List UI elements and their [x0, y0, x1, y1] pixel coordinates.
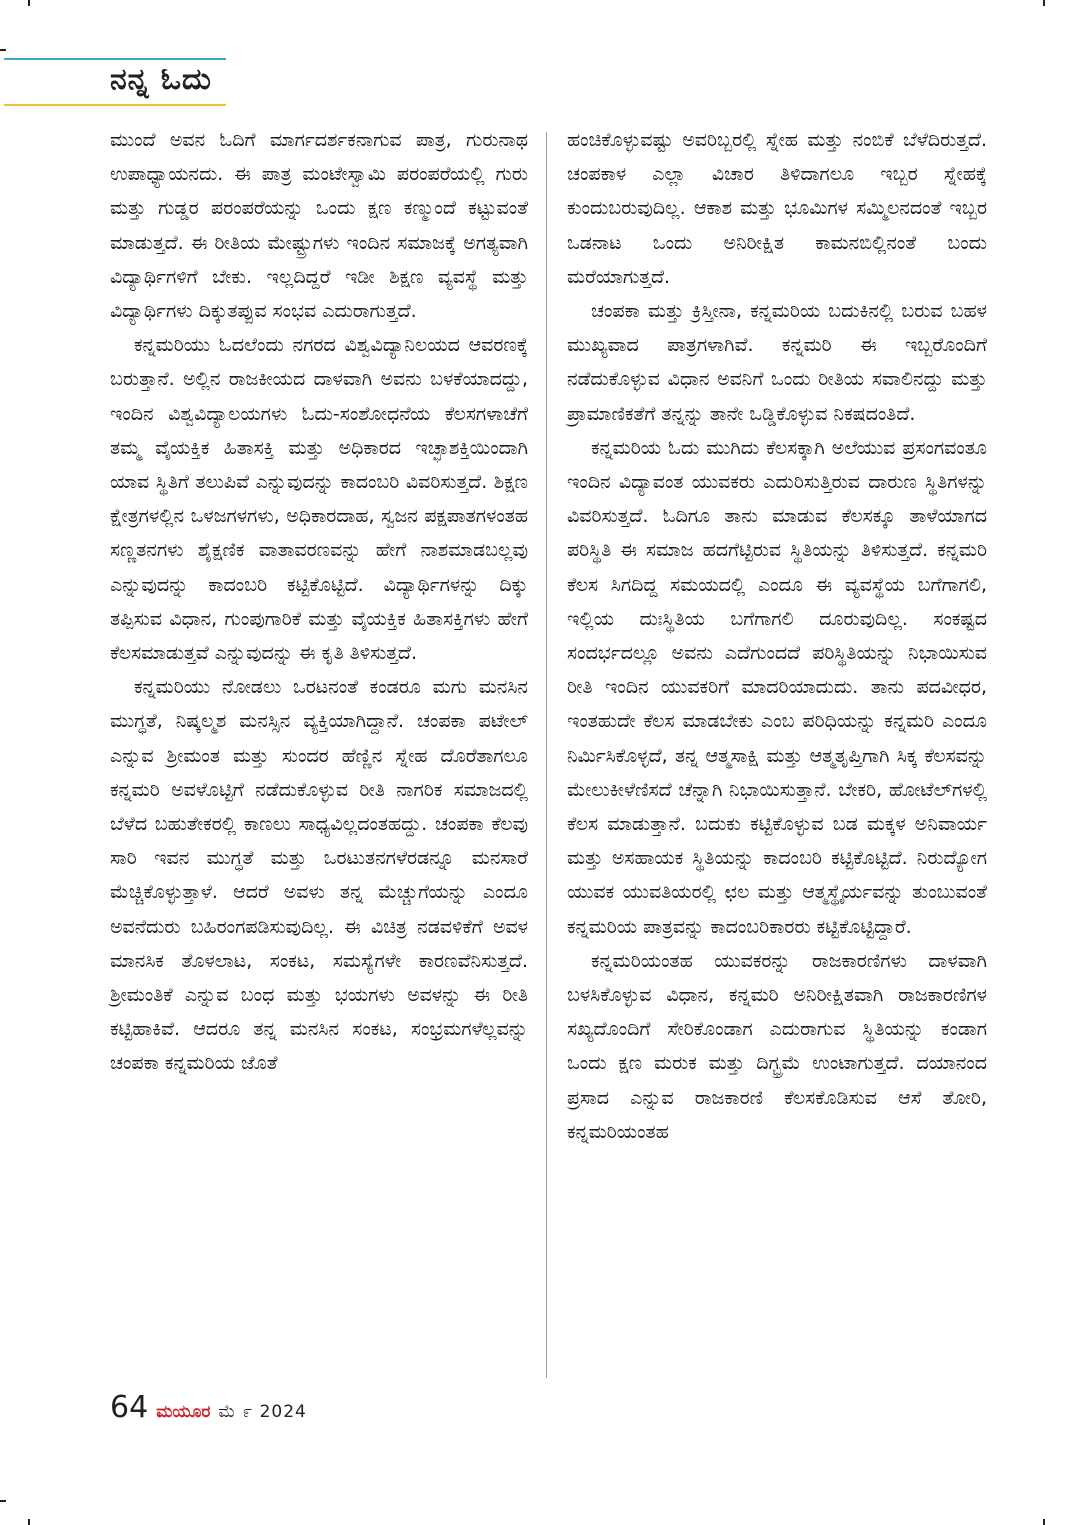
crop-mark: [1043, 1519, 1045, 1525]
paragraph: ಹಂಚಿಕೊಳ್ಳುವಷ್ಟು ಅವರಿಬ್ಬರಲ್ಲಿ ಸ್ನೇಹ ಮತ್ತು ನಂಬಿಕೆ ಬೆಳೆದಿರುತ್ತದೆ. ಚಂಪಕಾಳ ಎಲ್ಲಾ ವಿಚಾರ ತಿಳಿದಾಗಲೂ ಇಬ್ಬರ ಸ್ನೇಹಕ್ಕೆ ಕುಂದುಬರುವುದಿಲ್ಲ. ಆಕಾಶ ಮತ್ತು ಭೂಮಿಗಳ ಸಮ್ಮಿಲನದಂತೆ ಇಬ್ಬರ ಒಡನಾಟ ಒಂದು ಅನಿರೀಕ್ಷಿತ ಕಾಮನಬಿಲ್ಲಿನಂತೆ ಬಂದು ಮರೆಯಾಗುತ್ತದೆ.: [567, 129, 987, 288]
paragraph: ಕನ್ನಮರಿಯು ಓದಲೆಂದು ನಗರದ ವಿಶ್ವವಿದ್ಯಾನಿಲಯದ ಆವರಣಕ್ಕೆ ಬರುತ್ತಾನೆ. ಅಲ್ಲಿನ ರಾಜಕೀಯದ ದಾಳವಾಗಿ ಅವನು ಬಳಕೆಯಾದದ್ದು, ಇಂದಿನ ವಿಶ್ವವಿದ್ಯಾಲಯಗಳು ಓದು-ಸಂಶೋಧನೆಯ ಕೆಲಸಗಳಾಚೆಗೆ ತಮ್ಮ ವೈಯಕ್ತಿಕ ಹಿತಾಸಕ್ತಿ ಮತ್ತು ಅಧಿಕಾರದ ಇಚ್ಛಾಶಕ್ತಿಯಿಂದಾಗಿ ಯಾವ ಸ್ಥಿತಿಗೆ ತಲುಪಿವೆ ಎನ್ನುವುದನ್ನು ಕಾದಂಬರಿ ವಿವರಿಸುತ್ತದೆ. ಶಿಕ್ಷಣ ಕ್ಷೇತ್ರಗಳಲ್ಲಿನ ಒಳಜಗಳಗಳು, ಅಧಿಕಾರದಾಹ, ಸ್ವಜನ ಪಕ್ಷಪಾತಗಳಂತಹ ಸಣ್ಣತನಗಳು ಶೈಕ್ಷಣಿಕ ವಾತಾವರಣವನ್ನು ಹೇಗೆ ನಾಶಮಾಡಬಲ್ಲವು ಎನ್ನುವುದನ್ನು ಕಾದಂಬರಿ ಕಟ್ಟಿಕೊಟ್ಟಿದೆ. ವಿದ್ಯಾರ್ಥಿಗಳನ್ನು ದಿಕ್ಕು ತಪ್ಪಿಸುವ ವಿಧಾನ, ಗುಂಪುಗಾರಿಕೆ ಮತ್ತು ವೈಯಕ್ತಿಕ ಹಿತಾಸಕ್ತಿಗಳು ಹೇಗೆ ಕೆಲಸಮಾಡುತ್ತವೆ ಎನ್ನುವುದನ್ನು ಈ ಕೃತಿ ತಿಳಿಸುತ್ತದೆ.: [110, 334, 528, 665]
right-column: [567, 123, 987, 1149]
crop-mark: [0, 1500, 6, 1502]
header-rule-bottom: [4, 104, 226, 106]
paragraph: ಮುಂದೆ ಅವನ ಓದಿಗೆ ಮಾರ್ಗದರ್ಶಕನಾಗುವ ಪಾತ್ರ, ಗುರುನಾಥ ಉಪಾಧ್ಯಾಯನದು. ಈ ಪಾತ್ರ ಮಂಟೇಸ್ವಾಮಿ ಪರಂಪರೆಯಲ್ಲಿ ಗುರು ಮತ್ತು ಗುಡ್ಡರ ಪರಂಪರೆಯನ್ನು ಒಂದು ಕ್ಷಣ ಕಣ್ಮುಂದೆ ಕಟ್ಟುವಂತೆ ಮಾಡುತ್ತದೆ. ಈ ರೀತಿಯ ಮೇಷ್ಟ್ರುಗಳು ಇಂದಿನ ಸಮಾಜಕ್ಕೆ ಅಗತ್ಯವಾಗಿ ವಿದ್ಯಾರ್ಥಿಗಳಿಗೆ ಬೇಕು. ಇಲ್ಲದಿದ್ದರೆ ಇಡೀ ಶಿಕ್ಷಣ ವ್ಯವಸ್ಥೆ ಮತ್ತು ವಿದ್ಯಾರ್ಥಿಗಳು ದಿಕ್ಕುತಪ್ಪುವ ಸಂಭವ ಎದುರಾಗುತ್ತದೆ.: [110, 129, 528, 323]
section-title: ನನ್ನ ಓದು: [110, 62, 212, 97]
paragraph: ಕನ್ನಮರಿಯಂತಹ ಯುವಕರನ್ನು ರಾಜಕಾರಣಿಗಳು ದಾಳವಾಗಿ ಬಳಸಿಕೊಳ್ಳುವ ವಿಧಾನ, ಕನ್ನಮರಿ ಅನಿರೀಕ್ಷಿತವಾಗಿ ರಾಜಕಾರಣಿಗಳ ಸಖ್ಯದೊಂದಿಗೆ ಸೇರಿಕೊಂಡಾಗ ಎದುರಾಗುವ ಸ್ಥಿತಿಯನ್ನು ಕಂಡಾಗ ಒಂದು ಕ್ಷಣ ಮರುಕ ಮತ್ತು ದಿಗ್ಭ್ರಮೆ ಉಂಟಾಗುತ್ತದೆ. ದಯಾನಂದ ಪ್ರಸಾದ ಎನ್ನುವ ರಾಜಕಾರಣಿ ಕೆಲಸಕೊಡಿಸುವ ಆಸೆ ತೋರಿ, ಕನ್ನಮರಿಯಂತಹ: [567, 949, 987, 1143]
paragraph: ಕನ್ನಮರಿಯು ನೋಡಲು ಒರಟನಂತೆ ಕಂಡರೂ ಮಗು ಮನಸಿನ ಮುಗ್ಧತೆ, ನಿಷ್ಕಲ್ಮಶ ಮನಸ್ಸಿನ ವ್ಯಕ್ತಿಯಾಗಿದ್ದಾನೆ. ಚಂಪಕಾ ಪಟೇಲ್ ಎನ್ನುವ ಶ್ರೀಮಂತ ಮತ್ತು ಸುಂದರ ಹೆಣ್ಣಿನ ಸ್ನೇಹ ದೊರೆತಾಗಲೂ ಕನ್ನಮರಿ ಅವಳೊಟ್ಟಿಗೆ ನಡೆದುಕೊಳ್ಳುವ ರೀತಿ ನಾಗರಿಕ ಸಮಾಜದಲ್ಲಿ ಬೆಳೆದ ಬಹುತೇಕರಲ್ಲಿ ಕಾಣಲು ಸಾಧ್ಯವಿಲ್ಲದಂತಹದ್ದು. ಚಂಪಕಾ ಕೆಲವು ಸಾರಿ ಇವನ ಮುಗ್ಧತೆ ಮತ್ತು ಒರಟುತನಗಳೆರಡನ್ನೂ ಮನಸಾರೆ ಮೆಚ್ಚಿಕೊಳ್ಳುತ್ತಾಳೆ. ಆದರೆ ಅವಳು ತನ್ನ ಮೆಚ್ಚುಗೆಯನ್ನು ಎಂದೂ ಅವನೆದುರು ಬಹಿರಂಗಪಡಿಸುವುದಿಲ್ಲ. ಈ ವಿಚಿತ್ರ ನಡವಳಿಕೆಗೆ ಅವಳ ಮಾನಸಿಕ ತೊಳಲಾಟ, ಸಂಕಟ, ಸಮಸ್ಯೆಗಳೇ ಕಾರಣವೆನಿಸುತ್ತದೆ. ಶ್ರೀಮಂತಿಕೆ ಎನ್ನುವ ಬಂಧ ಮತ್ತು ಭಯಗಳು ಅವಳನ್ನು ಈ ರೀತಿ ಕಟ್ಟಿಹಾಕಿವೆ. ಆದರೂ ತನ್ನ ಮನಸಿನ ಸಂಕಟ, ಸಂಭ್ರಮಗಳೆಲ್ಲವನ್ನು ಚಂಪಕಾ ಕನ್ನಮರಿಯ ಜೊತೆ: [110, 676, 528, 1075]
crop-mark: [1043, 0, 1045, 6]
magazine-name: ಮಯೂರ: [156, 1402, 211, 1422]
crop-mark: [28, 0, 30, 6]
crop-mark: [28, 1519, 30, 1525]
page-footer: [110, 1390, 307, 1425]
crop-mark: [0, 49, 6, 51]
paragraph: ಕನ್ನಮರಿಯ ಓದು ಮುಗಿದು ಕೆಲಸಕ್ಕಾಗಿ ಅಲೆಯುವ ಪ್ರಸಂಗವಂತೂ ಇಂದಿನ ವಿದ್ಯಾವಂತ ಯುವಕರು ಎದುರಿಸುತ್ತಿರುವ ದಾರುಣ ಸ್ಥಿತಿಗಳನ್ನು ವಿವರಿಸುತ್ತದೆ. ಓದಿಗೂ ತಾನು ಮಾಡುವ ಕೆಲಸಕ್ಕೂ ತಾಳೆಯಾಗದ ಪರಿಸ್ಥಿತಿ ಈ ಸಮಾಜ ಹದಗೆಟ್ಟಿರುವ ಸ್ಥಿತಿಯನ್ನು ತಿಳಿಸುತ್ತದೆ. ಕನ್ನಮರಿ ಕೆಲಸ ಸಿಗದಿದ್ದ ಸಮಯದಲ್ಲಿ ಎಂದೂ ಈ ವ್ಯವಸ್ಥೆಯ ಬಗೆಗಾಗಲಿ, ಇಲ್ಲಿಯ ದುಃಸ್ಥಿತಿಯ ಬಗೆಗಾಗಲಿ ದೂರುವುದಿಲ್ಲ. ಸಂಕಷ್ಟದ ಸಂದರ್ಭದಲ್ಲೂ ಅವನು ಎದೆಗುಂದದೆ ಪರಿಸ್ಥಿತಿಯನ್ನು ನಿಭಾಯಿಸುವ ರೀತಿ ಇಂದಿನ ಯುವಕರಿಗೆ ಮಾದರಿಯಾದುದು. ತಾನು ಪದವೀಧರ, ಇಂತಹುದೇ ಕೆಲಸ ಮಾಡಬೇಕು ಎಂಬ ಪರಿಧಿಯನ್ನು ಕನ್ನಮರಿ ಎಂದೂ ನಿರ್ಮಿಸಿಕೊಳ್ಳದೆ, ತನ್ನ ಆತ್ಮಸಾಕ್ಷಿ ಮತ್ತು ಆತ್ಮತೃಪ್ತಿಗಾಗಿ ಸಿಕ್ಕ ಕೆಲಸವನ್ನು ಮೇಲುಕೀಳೆಣಿಸದೆ ಚೆನ್ನಾಗಿ ನಿಭಾಯಿಸುತ್ತಾನೆ. ಬೇಕರಿ, ಹೋಟೆಲ್‌ಗಳಲ್ಲಿ ಕೆಲಸ ಮಾಡುತ್ತಾನೆ. ಬದುಕು ಕಟ್ಟಿಕೊಳ್ಳುವ ಬಡ ಮಕ್ಕಳ ಅನಿವಾರ್ಯ ಮತ್ತು ಅಸಹಾಯಕ ಸ್ಥಿತಿಯನ್ನು ಕಾದಂಬರಿ ಕಟ್ಟಿಕೊಟ್ಟಿದೆ. ನಿರುದ್ಯೋಗ ಯುವಕ ಯುವತಿಯರಲ್ಲಿ ಛಲ ಮತ್ತು ಆತ್ಮಸ್ಥೈರ್ಯವನ್ನು ತುಂಬುವಂತೆ ಕನ್ನಮರಿಯ ಪಾತ್ರವನ್ನು ಕಾದಂಬರಿಕಾರರು ಕಟ್ಟಿಕೊಟ್ಟಿದ್ದಾರೆ.: [567, 436, 987, 938]
header-rule-top: [4, 58, 226, 60]
left-column: [110, 123, 528, 1081]
page-number: 64: [110, 1390, 149, 1425]
issue-date: ಮೆ ೯ 2024: [218, 1402, 307, 1422]
paragraph: ಚಂಪಕಾ ಮತ್ತು ಕ್ರಿಸ್ತೀನಾ, ಕನ್ನಮರಿಯ ಬದುಕಿನಲ್ಲಿ ಬರುವ ಬಹಳ ಮುಖ್ಯವಾದ ಪಾತ್ರಗಳಾಗಿವೆ. ಕನ್ನಮರಿ ಈ ಇಬ್ಬರೊಂದಿಗೆ ನಡೆದುಕೊಳ್ಳುವ ವಿಧಾನ ಅವನಿಗೆ ಒಂದು ರೀತಿಯ ಸವಾಲಿನದ್ದು ಮತ್ತು ಪ್ರಾಮಾಣಿಕತೆಗೆ ತನ್ನನ್ನು ತಾನೇ ಒಡ್ಡಿಕೊಳ್ಳುವ ನಿಕಷದಂತಿದೆ.: [567, 300, 987, 425]
column-divider: [546, 132, 547, 1378]
